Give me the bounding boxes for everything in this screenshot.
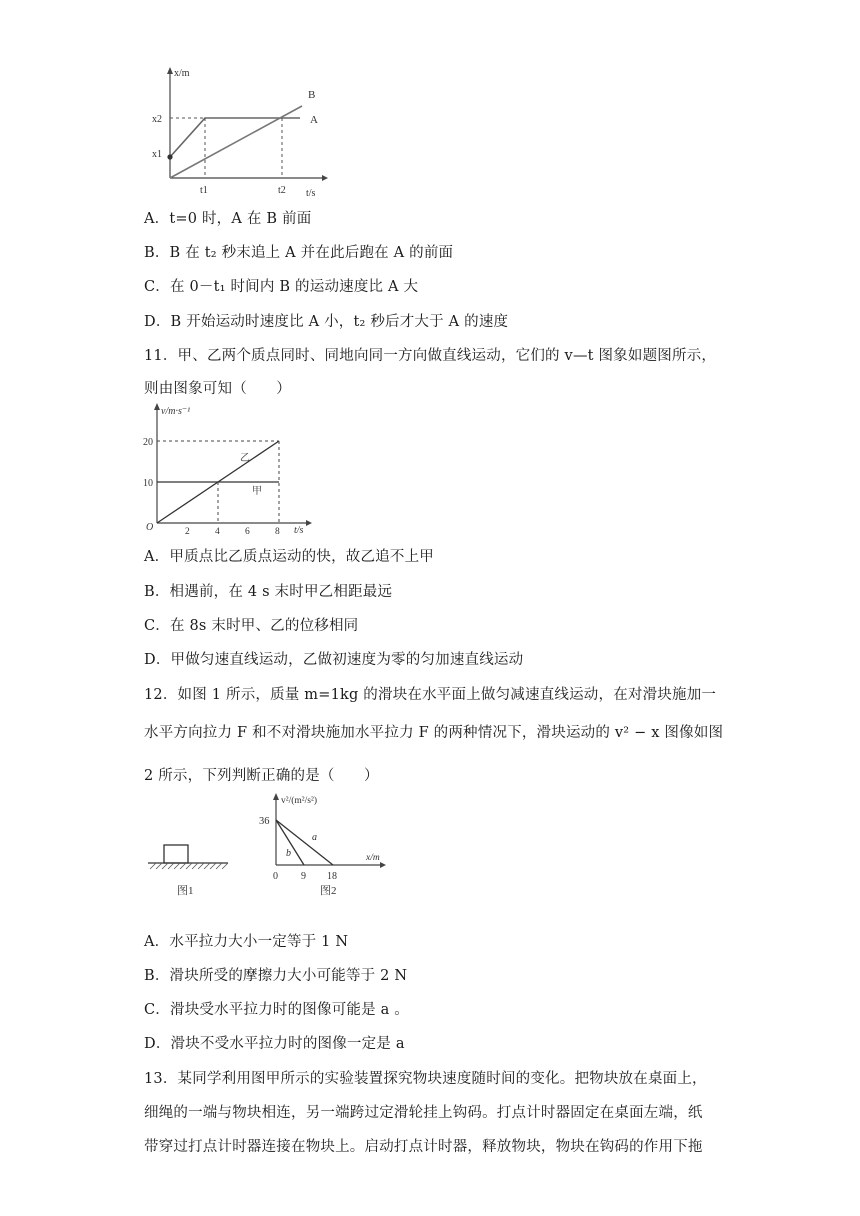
q12-stem-line1: 12．如图 1 所示，质量 m=1kg 的滑块在水平面上做匀减速直线运动，在对滑块施加一 [144,687,717,703]
q12-stem-line3: 2 所示，下列判断正确的是（ ） [144,768,379,784]
x2-label: x2 [152,114,162,125]
q12-option-b: B．滑块所受的摩擦力大小可能等于 2 N [144,968,408,984]
q11-option-d: D．甲做匀速直线运动，乙做初速度为零的匀加速直线运动 [144,652,524,668]
q10-option-b: B．B 在 t₂ 秒末追上 A 并在此后跑在 A 的前面 [144,245,454,261]
label-b: B [308,89,316,101]
x-value-9: 9 [301,871,306,882]
q12-option-c: C．滑块受水平拉力时的图像可能是 a 。 [144,1002,409,1018]
q11-stem-line1: 11．甲、乙两个质点同时、同地向同一方向做直线运动，它们的 v—t 图象如题图所示， [144,348,717,364]
x-tick-2: 2 [185,527,190,535]
q12-figures [140,790,400,905]
t1-label: t1 [200,185,208,196]
y-axis-label: x/m [174,68,190,79]
label-a: A [310,114,318,126]
y-tick-10: 10 [143,478,153,489]
x-value-18: 18 [327,871,337,882]
label-jia: 甲 [252,486,262,497]
x-tick-6: 6 [245,527,250,535]
q10-option-d: D．B 开始运动时速度比 A 小，t₂ 秒后才大于 A 的速度 [144,314,509,330]
fig2-caption: 图2 [320,885,337,897]
label-b: b [286,848,291,859]
y-value-36: 36 [259,816,270,827]
origin-label: O [146,522,154,533]
t2-label: t2 [278,185,286,196]
q13-stem-line3: 带穿过打点计时器连接在物块上。启动打点计时器，释放物块，物块在钩码的作用下拖 [144,1139,703,1155]
x-axis-label: x/m [366,853,380,863]
q12-option-d: D．滑块不受水平拉力时的图像一定是 a [144,1036,405,1052]
y-axis-label: v²/(m²/s²) [281,796,317,806]
q13-stem-line2: 细绳的一端与物块相连，另一端跨过定滑轮挂上钩码。打点计时器固定在桌面左端，纸 [144,1105,703,1121]
x-tick-8: 8 [275,527,280,535]
label-a: a [312,832,317,843]
q13-stem-line1: 13．某同学利用图甲所示的实验装置探究物块速度随时间的变化。把物块放在桌面上， [144,1071,707,1087]
q11-stem-line2: 则由图象可知（ ） [144,381,291,397]
y-axis-label: v/m·s⁻¹ [161,406,191,417]
label-yi: 乙 [240,453,250,464]
x1-label: x1 [152,149,162,160]
x-axis-label: t/s [294,525,304,535]
q11-option-a: A．甲质点比乙质点运动的快，故乙追不上甲 [144,549,434,565]
fig1-caption: 图1 [177,885,194,897]
q10-option-c: C．在 0－t₁ 时间内 B 的运动速度比 A 大 [144,279,419,295]
q12-option-a: A．水平拉力大小一定等于 1 N [144,934,349,950]
q11-option-b: B．相遇前，在 4 s 末时甲乙相距最远 [144,584,393,600]
vt-graph [142,400,317,535]
q12-stem-line2: 水平方向拉力 F 和不对滑块施加水平拉力 F 的两种情况下，滑块运动的 v² − x 图像如图 [144,725,724,741]
q11-option-c: C．在 8s 末时甲、乙的位移相同 [144,618,359,634]
y-tick-20: 20 [143,437,153,448]
x-tick-4: 4 [215,527,220,535]
xt-graph [150,62,330,202]
x-axis-label: t/s [306,188,316,199]
origin-label: 0 [273,871,278,882]
q10-option-a: A．t=0 时，A 在 B 前面 [144,211,312,227]
